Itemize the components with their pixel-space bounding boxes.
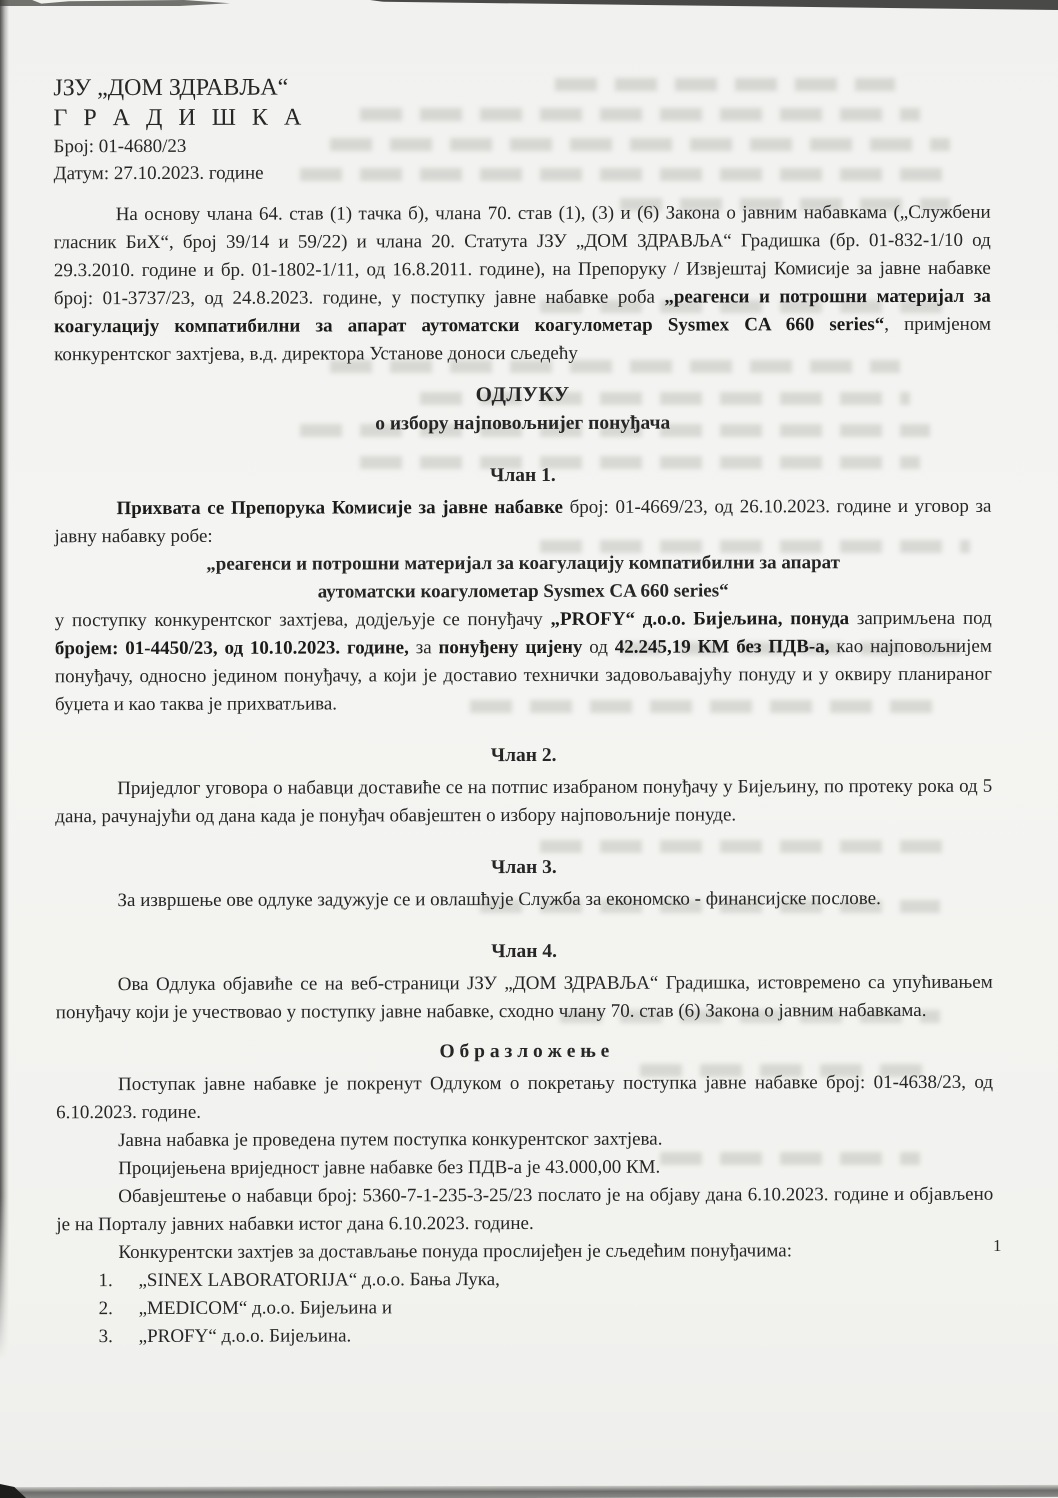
bidder-list-item bbox=[56, 1265, 993, 1295]
bidder-item-name: „MEDICOM“ д.о.о. Бијељина и bbox=[138, 1297, 393, 1320]
scan-edge-bottom bbox=[0, 1485, 1058, 1498]
document-date: Датум: 27.10.2023. године bbox=[53, 162, 264, 185]
scan-edge-top-right bbox=[370, 0, 1058, 10]
article-1-heading: Члан 1. bbox=[489, 464, 556, 487]
article-1-product-line-1: „реагенси и потрошни материјал за коагулацију компатибилни за апарат bbox=[206, 552, 840, 575]
bidder-list-item bbox=[57, 1293, 994, 1323]
article-1-product-line-2: аутоматски коагулометар Sysmex CA 660 series“ bbox=[317, 580, 729, 603]
rationale-paragraph-1: Поступак јавне набавке је покренут Одлуком о покретању поступка јавне набавке број: 01-4638/23, од 6.10.2023. године. bbox=[56, 1071, 994, 1124]
bidder-item-number: 2. bbox=[98, 1298, 113, 1320]
rationale-heading: О б р а з л о ж е њ е bbox=[439, 1040, 610, 1063]
article-1-paragraph-1: Прихвата се Препорука Комисије за јавне набавке број: 01-4669/23, од 26.10.2023. године и уговор за јавну набавку робе: bbox=[54, 495, 992, 548]
rationale-paragraph-5: Конкурентски захтјев за достављање понуда прослијеђен је сљедећим понуђачима: bbox=[118, 1240, 792, 1264]
bidder-item-name: „PROFY“ д.о.о. Бијељина. bbox=[138, 1325, 352, 1348]
rationale-paragraph-4: Обавјештење о набавци број: 5360-7-1-235-3-25/23 послато је на објаву дана 6.10.2023. године и објављено је на Порталу јавних набавки истог дана 6.10.2023. године. bbox=[56, 1183, 994, 1236]
decision-title bbox=[54, 379, 991, 439]
article-1-paragraph-2: у поступку конкурентског захтјева, додјељује се понуђачу „PROFY“ д.о.о. Бијељина, понуда запримљена под бројем: 01-4450/23, од 10.10.2023. године, за понуђену цијену од 42.245,19 КМ без ПДВ-а, као најповољнијем понуђачу, односно једином понуђачу, а који је доставио технички задовољавајућу понуду и у оквиру планираног буџета и као таква је прихватљива. bbox=[54, 607, 992, 716]
reference-number: Број: 01-4680/23 bbox=[53, 135, 187, 158]
rationale-paragraph-3: Процијењена вриједност јавне набавке без ПДВ-а је 43.000,00 КМ. bbox=[118, 1156, 661, 1180]
article-2-heading: Члан 2. bbox=[490, 744, 557, 767]
rationale-paragraph-2: Јавна набавка је проведена путем поступка конкурентског захтјева. bbox=[118, 1128, 663, 1152]
bidder-item-number: 1. bbox=[98, 1270, 113, 1292]
preamble-paragraph: На основу члана 64. став (1) тачка б), члана 70. став (1), (3) и (6) Закона о јавним набавкама („Службени гласник БиХ“, број 39/14 и 59/22) и члана 20. Статута ЈЗУ „ДОМ ЗДРАВЉА“ Градишка (бр. 01-832-1/10 од 29.3.2010. године и бр. 01-1802-1/11, од 16.8.2011. године), на Препоруку / Извјештај Комисије за јавне набавке број: 01-3737/23, од 24.8.2023. године, у поступку јавне набавке роба „реагенси и потрошни материјал за коагулацију компатибилни за апарат аутоматски коагулометар Sysmex CA 660 series“, примјеном конкурентског захтјева, в.д. директора Установе доноси сљедећу bbox=[53, 201, 992, 366]
article-3-paragraph: За извршење ове одлуке задужује се и овлашћује Служба за економско - финансијске послове. bbox=[117, 888, 881, 912]
decision-title-sub: о избору најповољнијег понуђача bbox=[375, 412, 671, 435]
article-2-paragraph: Приједлог уговора о набавци доставиће се на потпис изабраном понуђачу у Бијељину, по протеку рока од 5 дана, рачунајући од дана када је понуђач обавјештен о избору најповољније понуде. bbox=[55, 775, 993, 828]
scan-edge-top-left bbox=[0, 0, 230, 6]
article-3-heading: Члан 3. bbox=[491, 856, 557, 879]
article-4-heading: Члан 4. bbox=[491, 940, 558, 963]
article-4-paragraph: Ова Одлука објавиће се на веб-страници ЈЗУ „ДОМ ЗДРАВЉА“ Градишка, истовремено са упућивањем понуђачу који је учествовао у поступку јавне набавке, сходно члану 70. став (6) Закона о јавним набавкама. bbox=[55, 971, 993, 1024]
bidders-list bbox=[56, 1265, 993, 1351]
letterhead bbox=[53, 71, 990, 187]
page-number: 1 bbox=[993, 1236, 1002, 1255]
bidder-item-name: „SINEX LABORATORIJA“ д.о.о. Бања Лука, bbox=[138, 1269, 500, 1292]
org-name-line1: ЈЗУ „ДОМ ЗДРАВЉА“ bbox=[53, 74, 289, 102]
scan-edge-left bbox=[0, 0, 9, 1360]
decision-title-main: ОДЛУКУ bbox=[475, 381, 570, 407]
bidder-list-item bbox=[57, 1321, 994, 1351]
bidder-item-number: 3. bbox=[98, 1326, 113, 1348]
org-name-line2: Г Р А Д И Ш К А bbox=[53, 104, 307, 132]
document-body bbox=[53, 71, 993, 1351]
